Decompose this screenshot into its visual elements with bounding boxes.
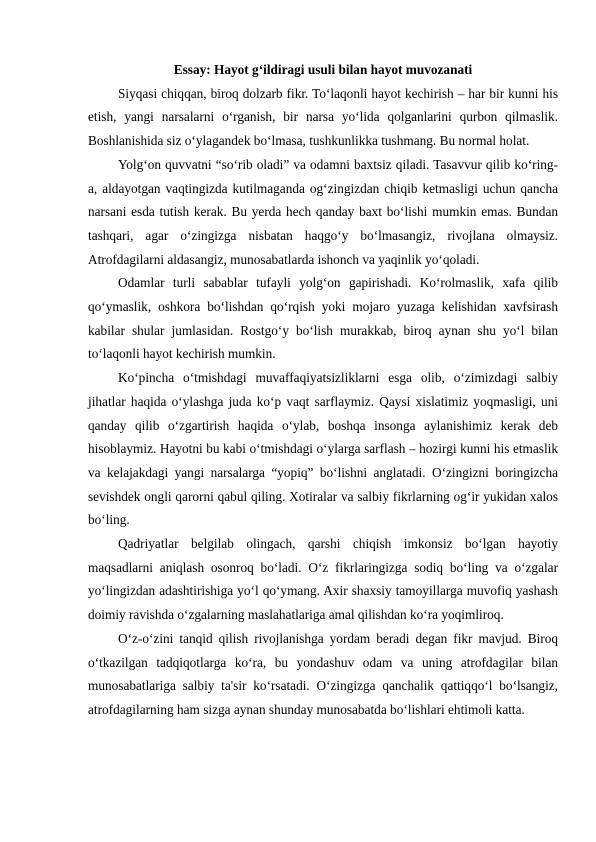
paragraph-5: Qadriyatlar belgilab olingach, qarshi chiqish imkonsiz bo‘lgan hayotiy maqsadlarni aniqlash osonroq bo‘ladi. O‘z fikrlaringizga sodiq bo‘ling va o‘zgalar yo‘lingizdan adashtirishiga yo‘l qo‘ymang. Axir shaxsiy tamoyillarga muvofiq yashash doimiy ravishda o‘zgalarning maslahatlariga amal qilishdan ko‘ra yoqimliroq. bbox=[88, 536, 558, 623]
paragraph-1: Siyqasi chiqqan, biroq dolzarb fikr. To‘laqonli hayot kechirish – har bir kunni his etish, yangi narsalarni o‘rganish, bir narsa yo‘lida qolganlarini qurbon qilmaslik. Boshlanishida siz o‘ylagandek bo‘lmasa, tushkunlikka tushmang. Bu normal holat. bbox=[88, 85, 558, 149]
paragraph-6: O‘z-o‘zini tanqid qilish rivojlanishga yordam beradi degan fikr mavjud. Biroq o‘tkazilgan tadqiqotlarga ko‘ra, bu yondashuv odam va uning atrofdagilar bilan munosabatlariga salbiy ta'sir ko‘rsatadi. O‘zingizga qanchalik qattiqqo‘l bo‘lsangiz, atrofdagilarning ham sizga aynan shunday munosabatda bo‘lishlari ehtimoli katta. bbox=[88, 630, 558, 717]
paragraph-4: Ko‘pincha o‘tmishdagi muvaffaqiyatsizliklarni esga olib, o‘zimizdagi salbiy jihatlar haqida o‘ylashga juda ko‘p vaqt sarflaymiz. Qaysi xislatimiz yoqmasligi, uni qanday qilib o‘zgartirish haqida o‘ylab, boshqa insonga aylanishimiz kerak deb hisoblaymiz. Hayotni bu kabi o‘tmishdagi o‘ylarga sarflash – hozirgi kunni his etmaslik va kelajakdagi yangi narsalarga “yopiq” bo‘lishni anglatadi. O‘zingizni boringizcha sevishdek ongli qarorni qabul qiling. Xotiralar va salbiy fikrlarning og‘ir yukidan xalos bo‘ling. bbox=[88, 370, 558, 528]
paragraph-3: Odamlar turli sabablar tufayli yolg‘on gapirishadi. Ko‘rolmaslik, xafa qilib qo‘ymaslik, oshkora bo‘lishdan qo‘rqish yoki mojaro yuzaga kelishidan xavfsirash kabilar shular jumlasidan. Rostgo‘y bo‘lish murakkab, biroq aynan shu yo‘l bilan to‘laqonli hayot kechirish mumkin. bbox=[88, 275, 558, 362]
document-page bbox=[88, 58, 558, 722]
essay-title: Essay: Hayot g‘ildiragi usuli bilan hayot muvozanati bbox=[173, 62, 473, 77]
paragraph-2: Yolg‘on quvvatni “so‘rib oladi” va odamni baxtsiz qiladi. Tasavvur qilib ko‘ring-a, aldayotgan vaqtingizda kutilmaganda og‘zingizdan chiqib ketmasligi uchun qancha narsani esda tutish kerak. Bu yerda hech qanday baxt bo‘lishi mumkin emas. Bundan tashqari, agar o‘zingizga nisbatan haqgo‘y bo‘lmasangiz, rivojlana olmaysiz. Atrofdagilarni aldasangiz, munosabatlarda ishonch va yaqinlik yo‘qoladi. bbox=[88, 156, 558, 267]
